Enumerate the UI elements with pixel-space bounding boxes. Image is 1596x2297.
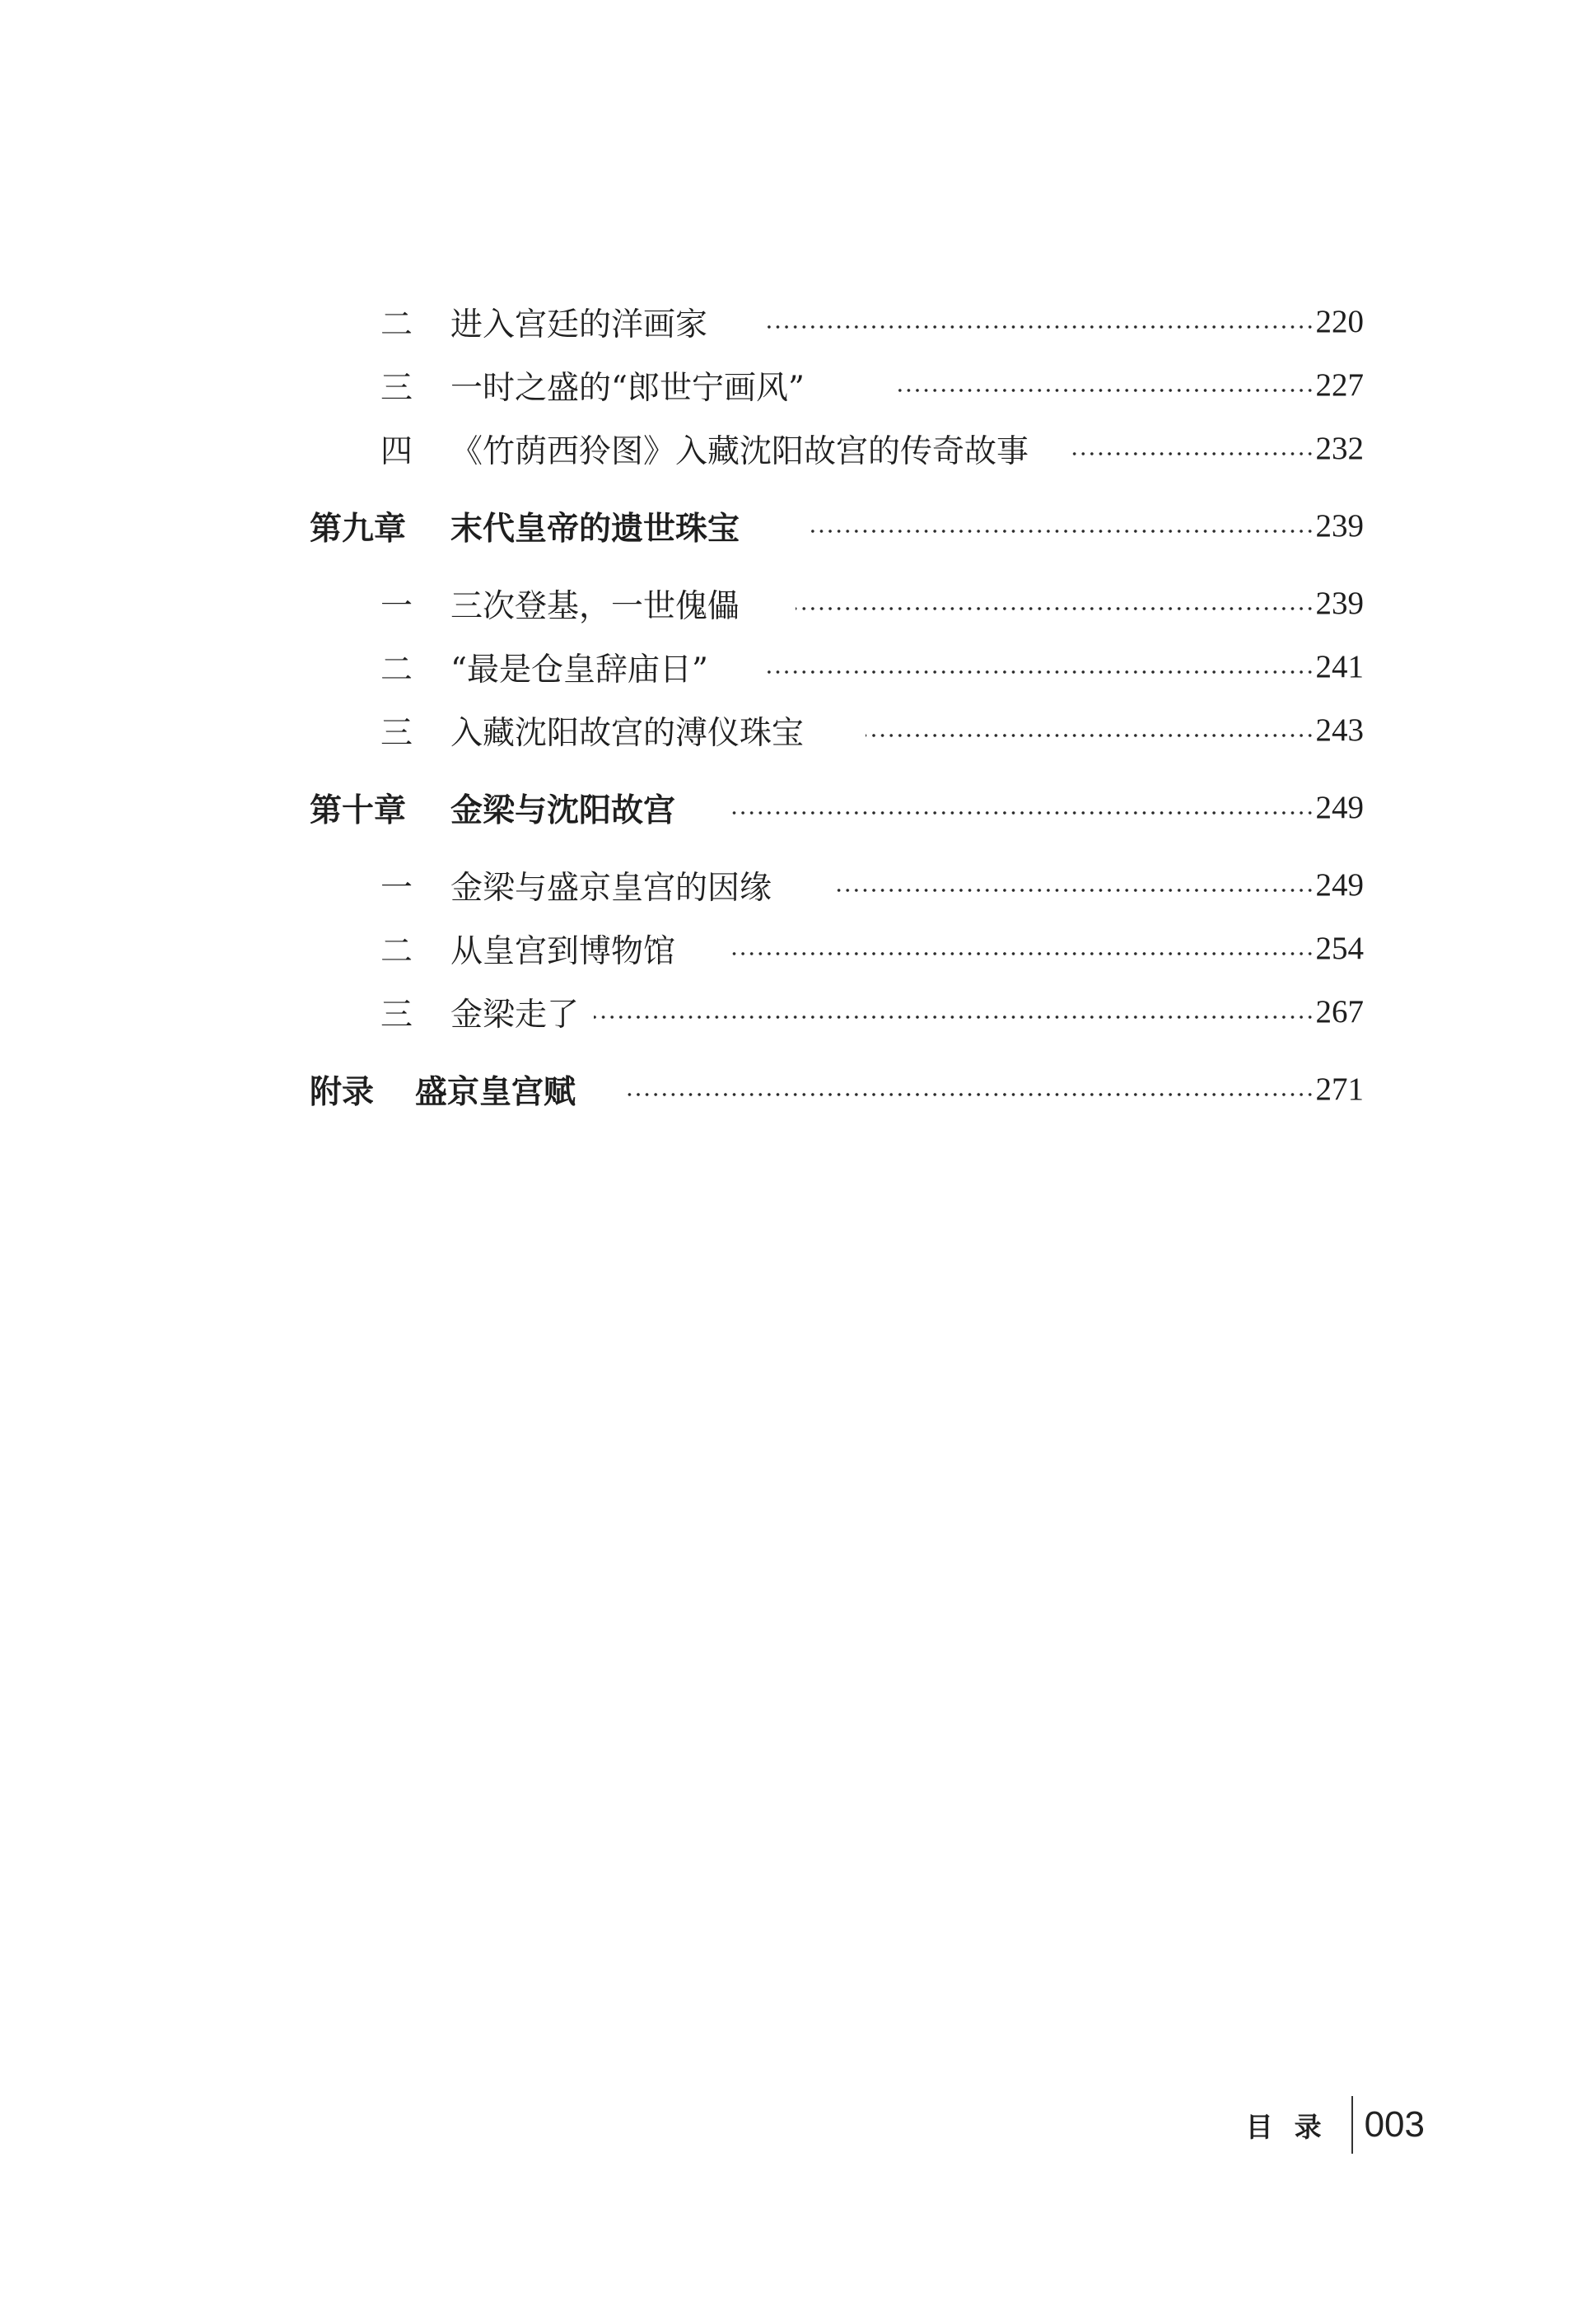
toc-entry-number: 二 — [380, 306, 413, 343]
toc-leader-dots — [866, 733, 1314, 738]
toc-leader-dots — [730, 951, 1314, 956]
toc-leader-dots — [594, 1015, 1314, 1020]
toc-entry[interactable] — [310, 290, 1364, 353]
toc-entry-number: 一 — [380, 587, 413, 625]
toc-entry-number: 三 — [380, 996, 413, 1034]
toc-leader-dots — [808, 529, 1314, 534]
toc-entry-number: 二 — [380, 932, 413, 970]
toc-leader-dots — [767, 670, 1314, 675]
toc-entry[interactable] — [310, 917, 1364, 980]
toc-entry[interactable] — [310, 635, 1364, 698]
toc-entry[interactable] — [310, 353, 1364, 417]
toc-entry-title: 三次登基，一世傀儡 — [450, 587, 740, 625]
footer-divider — [1351, 2096, 1353, 2154]
toc-entry-number: 一 — [380, 869, 413, 907]
toc-chapter-number: 第十章 — [310, 791, 407, 829]
toc-leader-dots — [627, 1092, 1314, 1097]
toc-leader-dots — [1071, 451, 1314, 456]
toc-entry-page: 241 — [1315, 649, 1364, 684]
toc-chapter-title: 末代皇帝的遗世珠宝 — [450, 510, 740, 548]
toc-chapter-title: 金梁与沈阳故宫 — [450, 791, 676, 829]
toc-chapter-entry[interactable] — [310, 494, 1364, 558]
table-of-contents — [310, 290, 1364, 1121]
toc-entry-title: 金梁走了 — [450, 996, 580, 1034]
toc-leader-dots — [894, 388, 1314, 393]
toc-entry[interactable] — [310, 417, 1364, 480]
toc-entry[interactable] — [310, 698, 1364, 762]
toc-chapter-number: 附录 — [310, 1073, 375, 1111]
toc-entry-page: 239 — [1315, 586, 1364, 621]
toc-entry-title: 一时之盛的“郎世宁画风” — [450, 369, 805, 407]
toc-chapter-number: 第九章 — [310, 510, 407, 548]
toc-entry-number: 二 — [380, 651, 413, 689]
toc-chapter-entry[interactable] — [310, 776, 1364, 839]
toc-entry-title: 金梁与盛京皇宫的因缘 — [450, 869, 772, 907]
page-footer — [1246, 2092, 1425, 2158]
toc-entry[interactable] — [310, 980, 1364, 1043]
section-label: 目录 — [1245, 2110, 1343, 2143]
toc-leader-dots — [833, 888, 1314, 893]
toc-entry-number: 三 — [380, 714, 413, 752]
toc-leader-dots — [730, 810, 1314, 815]
toc-leader-dots — [763, 324, 1314, 329]
toc-entry-number: 三 — [380, 369, 413, 407]
toc-leader-dots — [796, 606, 1314, 611]
toc-entry-title: 进入宫廷的洋画家 — [450, 306, 708, 343]
toc-entry-page: 239 — [1315, 508, 1364, 544]
toc-entry-page: 243 — [1315, 712, 1364, 748]
toc-entry-page: 249 — [1315, 790, 1364, 825]
toc-entry-page: 271 — [1315, 1071, 1364, 1107]
toc-entry-page: 232 — [1315, 431, 1364, 466]
toc-entry-page: 227 — [1315, 367, 1364, 403]
toc-entry-page: 267 — [1315, 994, 1364, 1029]
toc-appendix-entry[interactable] — [310, 1057, 1364, 1121]
toc-entry-page: 249 — [1315, 867, 1364, 903]
toc-entry-page: 254 — [1315, 931, 1364, 966]
toc-entry[interactable] — [310, 572, 1364, 635]
toc-entry-title: 从皇宫到博物馆 — [450, 932, 676, 970]
toc-entry[interactable] — [310, 853, 1364, 917]
toc-entry-number: 四 — [380, 432, 413, 470]
toc-chapter-title: 盛京皇宫赋 — [415, 1073, 576, 1111]
toc-entry-title: 入藏沈阳故宫的溥仪珠宝 — [450, 714, 805, 752]
page-number: 003 — [1364, 2104, 1425, 2145]
toc-entry-title: 《竹荫西狑图》入藏沈阳故宫的传奇故事 — [450, 432, 1029, 470]
toc-entry-title: “最是仓皇辞庙日” — [450, 651, 708, 689]
toc-entry-page: 220 — [1315, 304, 1364, 339]
